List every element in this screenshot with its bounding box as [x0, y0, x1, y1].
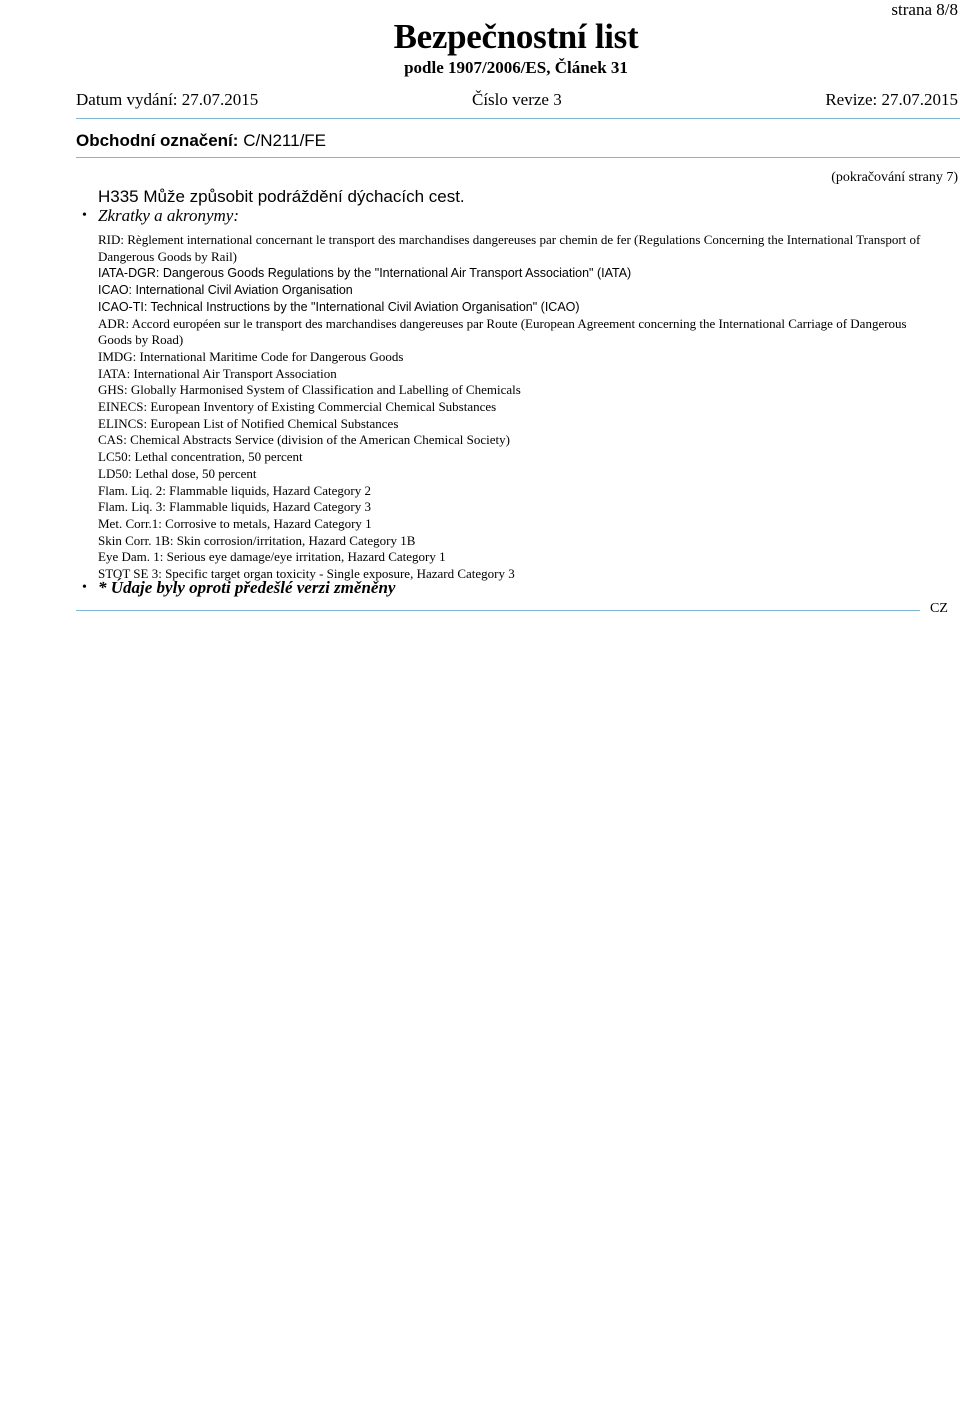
- list-item: ELINCS: European List of Notified Chemical Substances: [98, 415, 399, 431]
- header-divider-bottom: [76, 157, 960, 158]
- list-item: RID: Règlement international concernant le transport des marchandises dangereuses par chemin de fer (Regulations Concerning the International Transport of Dangerous Goods by Rail): [98, 232, 921, 264]
- abbreviations-heading: Zkratky a akronymy:: [98, 206, 239, 225]
- list-item: ADR: Accord européen sur le transport des marchandises dangereuses par Route (European Agreement concerning the International Carriage of Dangerous Goods by Road): [98, 315, 907, 348]
- header-divider-top: [76, 118, 960, 119]
- bullet-icon: •: [82, 208, 87, 223]
- list-item: GHS: Globally Harmonised System of Classification and Labelling of Chemicals: [98, 382, 521, 398]
- hazard-statement: H335 Může způsobit podráždění dýchacích cest.: [98, 187, 465, 206]
- revision-date: Revize: 27.07.2015: [825, 90, 958, 109]
- document-subtitle: podle 1907/2006/ES, Článek 31: [404, 58, 628, 77]
- bullet-icon: •: [82, 580, 87, 595]
- list-item: Flam. Liq. 2: Flammable liquids, Hazard Category 2: [98, 482, 371, 498]
- list-item: Skin Corr. 1B: Skin corrosion/irritation, Hazard Category 1B: [98, 532, 416, 548]
- trade-name-label: Obchodní označení:: [76, 131, 239, 150]
- list-item: IATA-DGR: Dangerous Goods Regulations by the "International Air Transport Association" (IATA): [98, 266, 632, 281]
- page-number: strana 8/8: [891, 0, 958, 19]
- abbreviations-list: [98, 232, 928, 583]
- list-item: ICAO-TI: Technical Instructions by the "International Civil Aviation Organisation" (ICAO): [98, 299, 580, 314]
- changes-note: * Údaje byly oproti předešlé verzi změněny: [98, 578, 396, 597]
- footer-divider: [76, 610, 920, 611]
- list-item: LC50: Lethal concentration, 50 percent: [98, 449, 303, 465]
- language-code: CZ: [930, 601, 948, 616]
- trade-name-value: C/N211/FE: [243, 131, 327, 150]
- list-item: Met. Corr.1: Corrosive to metals, Hazard Category 1: [98, 515, 372, 531]
- list-item: LD50: Lethal dose, 50 percent: [98, 465, 257, 481]
- version-number: Číslo verze 3: [472, 90, 562, 109]
- list-item: Eye Dam. 1: Serious eye damage/eye irritation, Hazard Category 1: [98, 549, 446, 565]
- list-item: Flam. Liq. 3: Flammable liquids, Hazard Category 3: [98, 499, 371, 515]
- trade-name: [76, 131, 326, 151]
- list-item: ICAO: International Civil Aviation Organisation: [98, 283, 353, 298]
- list-item: EINECS: European Inventory of Existing Commercial Chemical Substances: [98, 399, 497, 415]
- list-item: CAS: Chemical Abstracts Service (division of the American Chemical Society): [98, 432, 510, 448]
- document-title: Bezpečnostní list: [393, 17, 639, 56]
- continued-note: (pokračování strany 7): [831, 170, 958, 185]
- issue-date: Datum vydání: 27.07.2015: [76, 90, 259, 109]
- list-item: IMDG: International Maritime Code for Dangerous Goods: [98, 348, 404, 364]
- list-item: STOT SE 3: Specific target organ toxicity - Single exposure, Hazard Category 3: [98, 566, 515, 582]
- list-item: IATA: International Air Transport Association: [98, 365, 337, 381]
